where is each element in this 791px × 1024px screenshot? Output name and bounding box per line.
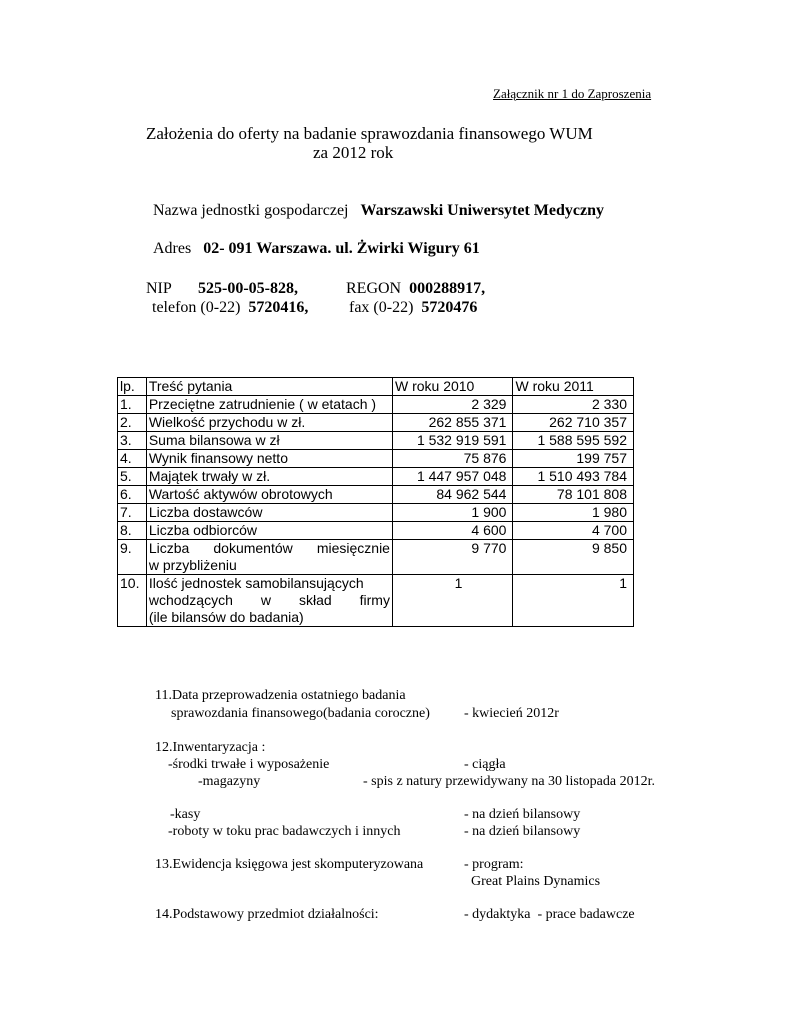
row-question: Liczba odbiorców [146,522,392,540]
address-label: Adres [153,240,192,257]
row-value-2010: 4 600 [392,522,513,540]
regon-value: 000288917, [409,280,486,297]
row-number: 8. [118,522,147,540]
section-12-title: 12.Inwentaryzacja : [155,740,266,755]
row-question: Majątek trwały w zł. [146,468,392,486]
row-question: Wartość aktywów obrotowych [146,486,392,504]
row-value-2011: 4 700 [513,522,634,540]
regon-line [346,280,485,298]
phone-value: 5720416, [248,299,309,316]
section-11-value: - kwiecień 2012r [464,706,559,721]
company-name-line [153,202,604,220]
row-value-2011: 262 710 357 [513,414,634,432]
table-row [118,414,634,432]
row-value-2010: 2 329 [392,396,513,414]
address-line [153,240,480,258]
table-row [118,396,634,414]
row-question: Suma bilansowa w zł [146,432,392,450]
row-question-line: w przybliżeniu [148,557,237,573]
row-question [146,575,392,627]
document-title: Założenia do oferty na badanie sprawozdania finansowego WUM [146,124,593,143]
phone-line [152,299,308,317]
table-row [118,540,634,575]
inventory-works: -roboty w toku prac badawczych i innych [168,824,401,839]
header-2010: W roku 2010 [392,378,513,396]
table-row [118,504,634,522]
section-13-title: 13.Ewidencja księgowa jest skomputeryzowana [155,857,424,872]
table-header-row [118,378,634,396]
inventory-works-value: - na dzień bilansowy [464,824,581,839]
row-question-line: wchodzących w skład firmy [148,592,390,608]
address-value: 02- 091 Warszawa. ul. Żwirki Wigury 61 [203,240,480,257]
row-value-2011: 2 330 [513,396,634,414]
row-number: 4. [118,450,147,468]
header-2011: W roku 2011 [513,378,634,396]
regon-label: REGON [346,280,402,297]
nip-label: NIP [146,280,172,297]
section-11-subtitle: sprawozdania finansowego(badania coroczne) [171,706,430,721]
inventory-cash: -kasy [170,807,201,822]
nip-line [146,280,172,298]
table-row [118,486,634,504]
fax-label: fax (0-22) [349,299,414,316]
section-14-value: - dydaktyka - prace badawcze [464,907,635,922]
company-name-label: Nazwa jednostki gospodarczej [153,202,349,219]
row-value-2010: 1 900 [392,504,513,522]
row-number: 5. [118,468,147,486]
row-question-line: (ile bilansów do badania) [148,609,304,625]
fax-value: 5720476 [421,299,478,316]
row-number: 3. [118,432,147,450]
section-13-value: - program: [464,857,524,872]
row-question [146,540,392,575]
row-question-line: Liczba dokumentów miesięcznie [148,540,390,556]
row-value-2011: 1 980 [513,504,634,522]
table-row [118,468,634,486]
row-question: Liczba dostawców [146,504,392,522]
row-number: 6. [118,486,147,504]
row-value-2010: 1 [392,575,513,627]
inventory-warehouses-value: - spis z natury przewidywany na 30 listopada 2012r. [363,774,655,789]
row-number: 2. [118,414,147,432]
inventory-warehouses: -magazyny [198,774,261,789]
row-value-2011: 1 510 493 784 [513,468,634,486]
row-number: 1. [118,396,147,414]
table-row [118,575,634,627]
fax-line [349,299,477,317]
row-question: Wynik finansowy netto [146,450,392,468]
phone-label: telefon (0-22) [152,299,241,316]
inventory-cash-value: - na dzień bilansowy [464,807,581,822]
table-row [118,522,634,540]
inventory-fixed-assets-value: - ciągła [464,757,506,772]
document-subtitle: za 2012 rok [313,143,394,162]
section-13-program: Great Plains Dynamics [471,874,601,889]
table-row [118,432,634,450]
row-value-2010: 9 770 [392,540,513,575]
row-number: 10. [118,575,147,627]
row-value-2010: 1 447 957 048 [392,468,513,486]
row-value-2011: 9 850 [513,540,634,575]
section-11-title: 11.Data przeprowadzenia ostatniego badania [155,688,406,703]
row-question-line: Ilość jednostek samobilansujących [148,575,364,591]
company-name-value: Warszawski Uniwersytet Medyczny [360,202,604,219]
row-number: 9. [118,540,147,575]
section-14-title: 14.Podstawowy przedmiot działalności: [155,907,379,922]
inventory-fixed-assets: -środki trwałe i wyposażenie [168,757,330,772]
row-value-2011: 199 757 [513,450,634,468]
annex-label: Załącznik nr 1 do Zaproszenia [493,86,652,101]
row-value-2011: 1 [513,575,634,627]
nip-value: 525-00-05-828, [198,280,298,297]
row-value-2011: 1 588 595 592 [513,432,634,450]
row-number: 7. [118,504,147,522]
row-value-2010: 84 962 544 [392,486,513,504]
row-value-2011: 78 101 808 [513,486,634,504]
row-value-2010: 262 855 371 [392,414,513,432]
row-value-2010: 1 532 919 591 [392,432,513,450]
questions-table [117,377,634,627]
row-value-2010: 75 876 [392,450,513,468]
row-question: Przeciętne zatrudnienie ( w etatach ) [146,396,392,414]
header-question: Treść pytania [146,378,392,396]
row-question: Wielkość przychodu w zł. [146,414,392,432]
header-lp: lp. [118,378,147,396]
table-row [118,450,634,468]
